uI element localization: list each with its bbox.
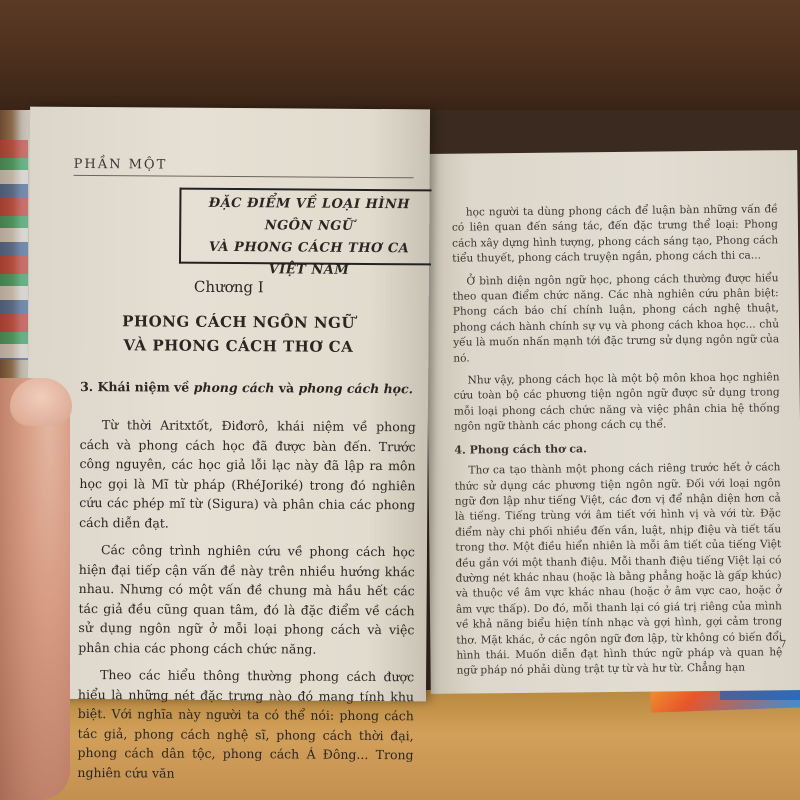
left-page [26, 107, 430, 781]
chapter-label: Chương I [193, 277, 264, 297]
left-paragraph: Theo các hiểu thông thường phong cách được hiểu là những nét đặc trưng nào đó mang tính khu biệt. Với nghĩa này người ta có thể nói: phong cách tác giả, phong cách nghệ sĩ, phong cách thời đại, phong cách dân tộc, phong cách Á Đông... Trong nghiên cứu văn [77, 667, 415, 781]
left-paragraph: Từ thời Aritxtốt, Điđơrô, khái niệm về phong cách và phong cách học đã được bàn đến. Trước công nguyên, các học giả lỗi lạc này đã lập ra môn học gọi là Mĩ từ pháp (RhéJoriké) trong đó nghiên cứu các phép mĩ từ (Sigura) và phân chia các phong cách diễn đạt. [79, 417, 416, 531]
section-heading-3 [80, 377, 420, 398]
book-spines [0, 140, 28, 360]
part-title-line: ĐẶC ĐIỂM VỀ LOẠI HÌNH NGÔN NGỮ [208, 195, 411, 234]
part-title-line: VÀ PHONG CÁCH THƠ CA VIỆT NAM [208, 239, 410, 278]
section-heading-text: và [278, 380, 295, 396]
chapter-title [88, 309, 388, 359]
wooden-shelf-background [0, 0, 800, 110]
holding-hand [0, 378, 70, 800]
section-number: 3. [80, 378, 94, 395]
right-page [425, 150, 800, 694]
right-paragraph: học người ta dùng phong cách để luận bàn những vấn đề có liên quan đến sáng tác, đến đặc trưng thể loại: Phong cách xây dựng hình tượng, phong cách sáng tạo, Phong cách tiểu thuyết, phong cách truyện ngắn, phong cách thi ca... [451, 203, 779, 265]
running-head: PHẦN MỘT [73, 156, 168, 173]
section-heading-italic: phong cách [193, 379, 275, 396]
chapter-title-line: VÀ PHONG CÁCH THƠ CA [123, 336, 354, 356]
left-paragraph: Các công trình nghiên cứu về phong cách học hiện đại tiếp cận vấn đề này trên nhiều hướng khác nhau. Nhưng có một vấn đề chung mà hầu hết các tác giả đều cũng quan tâm, đó là đặc điểm về cách sử dụng ngôn ngữ ở mỗi loại phong cách và việc phân chia các phong cách chức năng. [78, 542, 416, 657]
section-heading-italic: phong cách học. [298, 380, 414, 397]
left-page-body [77, 415, 416, 792]
thumb [10, 378, 72, 426]
part-title [189, 193, 430, 283]
right-paragraph: Ở bình diện ngôn ngữ học, phong cách thường được hiểu theo quan điểm chức năng. Các nhà nghiên cứu phân biệt: Phong cách báo chí chính luận, phong cách nghệ thuật, phong cách hành chính sự vụ và phong cách khoa học... chủ yếu là muốn nhấn mạnh tới đặc trưng sử dụng ngôn ngữ của nó. [452, 271, 780, 365]
page-number: 7 [779, 639, 787, 651]
chapter-title-line: PHONG CÁCH NGÔN NGỮ [122, 312, 356, 332]
right-page-body [452, 202, 783, 686]
section-heading-4: 4. Phong cách thơ ca. [454, 441, 588, 457]
right-paragraph: Thơ ca tạo thành một phong cách riêng trước hết ở cách thức sử dụng các phương tiện ngôn ngữ. Đối với loại ngôn ngữ đơn lập như tiếng Việt, các đơn vị để nhận diện hơn cả là tiếng. Tiếng trùng với âm tiết với hình vị và với từ. Đặc điểm này chi phối nhiều đến vần, luật, nhịp điệu và tiết tấu trong thơ. Một điều hiển nhiên là mỗi âm tiết của tiếng Việt đều gắn với một thanh điệu. Mỗi thanh điệu tiếng Việt lại có đường nét khác nhau (hoặc là bằng phẳng hoặc là gấp khúc) và thuộc về âm vực khác nhau (hoặc ở âm vực cao, hoặc ở âm vực thấp). Do đó, mỗi thanh lại có giá trị riêng của mình về khả năng biểu hiện tính nhạc và gợi hình, gợi cảm trong thơ. Mặt khác, ở các ngôn ngữ đơn lập, từ không có biến đổi hình thái. Muốn diễn đạt hình thức ngữ pháp và quan hệ ngữ pháp nó phải dùng trật tự từ và hư từ. Chẳng hạn [454, 461, 783, 678]
header-rule [74, 175, 414, 178]
section-heading-text: Khái niệm về [97, 379, 190, 395]
right-paragraph: Như vậy, phong cách học là một bộ môn khoa học nghiên cứu toàn bộ các phương tiện ngôn ngữ được sử dụng trong mỗi loại phong cách chức năng và việc phân chia hệ thống ngôn ngữ thành các phong cách cụ thể. [453, 371, 780, 433]
